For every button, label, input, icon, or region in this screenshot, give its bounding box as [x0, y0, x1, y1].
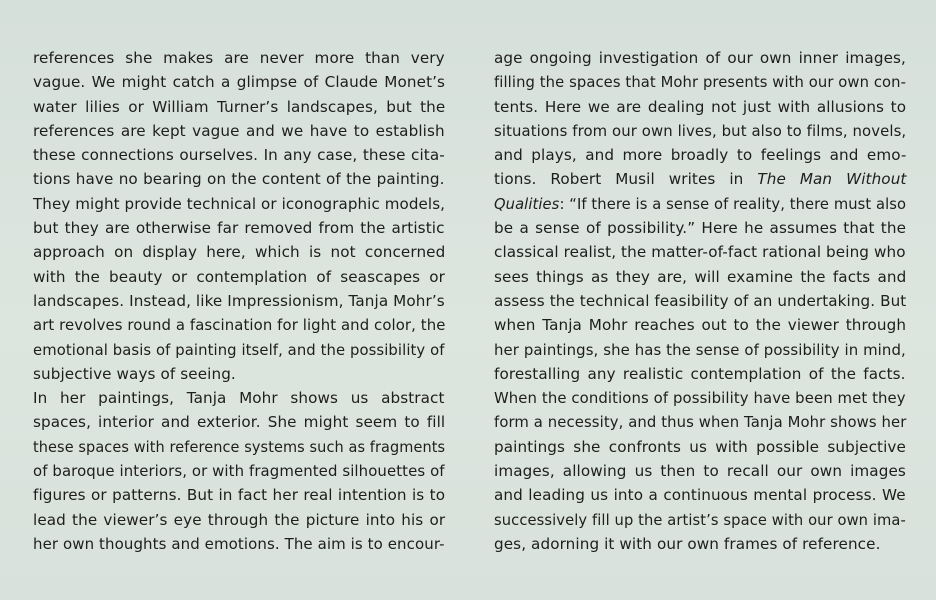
text-line: age ongoing investigation of our own inner images,	[494, 49, 906, 67]
text-line-with-title	[494, 192, 907, 216]
text-line: references she makes are never more than very	[33, 49, 445, 67]
text-line: her own thoughts and emotions. The aim is to encour-	[33, 534, 445, 553]
text-line: when Tanja Mohr reaches out to the viewer through	[494, 316, 907, 335]
text-line: be a sense of possibility.” Here he assumes that the	[494, 219, 907, 238]
text-line: When the conditions of possibility have been met they	[494, 389, 906, 408]
book-title: The Man Without	[757, 170, 907, 189]
text-line: form a necessity, and thus when Tanja Mohr shows her	[494, 413, 907, 432]
text-line: these connections ourselves. In any case, these cita-	[33, 146, 445, 165]
text-line: filling the spaces that Mohr presents with our own con-	[494, 73, 907, 92]
text-line: her paintings, she has the sense of possibility in mind,	[494, 340, 906, 359]
line-text: tions. Robert Musil writes in	[494, 170, 758, 189]
text-line-with-title	[494, 167, 906, 191]
paragraph-end-line: ges, adorning it with our own frames of reference.	[494, 534, 881, 553]
text-line: sees things as they are, will examine the facts and	[494, 267, 907, 286]
text-line: They might provide technical or iconographic models,	[33, 194, 446, 213]
text-line: landscapes. Instead, like Impressionism, Tanja Mohr’s	[33, 291, 445, 310]
text-line: assess the technical feasibility of an undertaking. But	[494, 291, 907, 310]
text-line: images, allowing us then to recall our own images	[494, 462, 906, 481]
text-line: art revolves round a fascination for light and color, the	[33, 316, 446, 335]
text-line: vague. We might catch a glimpse of Claude Monet’s	[33, 73, 446, 92]
text-line: successively fill up the artist’s space with our own ima-	[494, 510, 906, 529]
text-line: approach on display here, which is not concerned	[33, 243, 446, 262]
text-line: with the beauty or contemplation of seascapes or	[33, 267, 445, 286]
text-line: tions have no bearing on the content of the painting.	[33, 170, 445, 189]
text-line: and plays, and more broadly to feelings and emo-	[494, 146, 907, 165]
text-line: spaces, interior and exterior. She might seem to fill	[33, 413, 446, 432]
right-text-column	[494, 46, 906, 556]
text-line: figures or patterns. But in fact her real intention is to	[33, 486, 446, 505]
text-line: tents. Here we are dealing not just with allusions to	[494, 97, 907, 116]
text-line: of baroque interiors, or with fragmented silhouettes of	[33, 462, 445, 481]
text-line: In her paintings, Tanja Mohr shows us abstract	[33, 389, 445, 408]
book-title: Qualities	[494, 194, 560, 213]
text-line: and leading us into a continuous mental process. We	[494, 486, 906, 505]
text-line: situations from our own lives, but also to films, novels,	[494, 121, 907, 140]
text-line: paintings she confronts us with possible subjective	[494, 437, 906, 456]
paragraph-end-line: subjective ways of seeing.	[33, 364, 236, 383]
text-line: but they are otherwise far removed from the artistic	[33, 219, 445, 238]
line-text: : “If there is a sense of reality, there must also	[559, 194, 907, 213]
text-line: classical realist, the matter-of-fact rational being who	[494, 243, 906, 262]
text-line: water lilies or William Turner’s landscapes, but the	[33, 97, 446, 116]
text-line: forestalling any realistic contemplation of the facts.	[494, 364, 906, 383]
text-line: emotional basis of painting itself, and the possibility of	[33, 340, 445, 359]
text-line: these spaces with reference systems such as fragments	[33, 437, 446, 456]
text-line: lead the viewer’s eye through the picture into his or	[33, 510, 446, 529]
left-text-column	[33, 46, 445, 556]
text-line: references are kept vague and we have to establish	[33, 121, 445, 140]
